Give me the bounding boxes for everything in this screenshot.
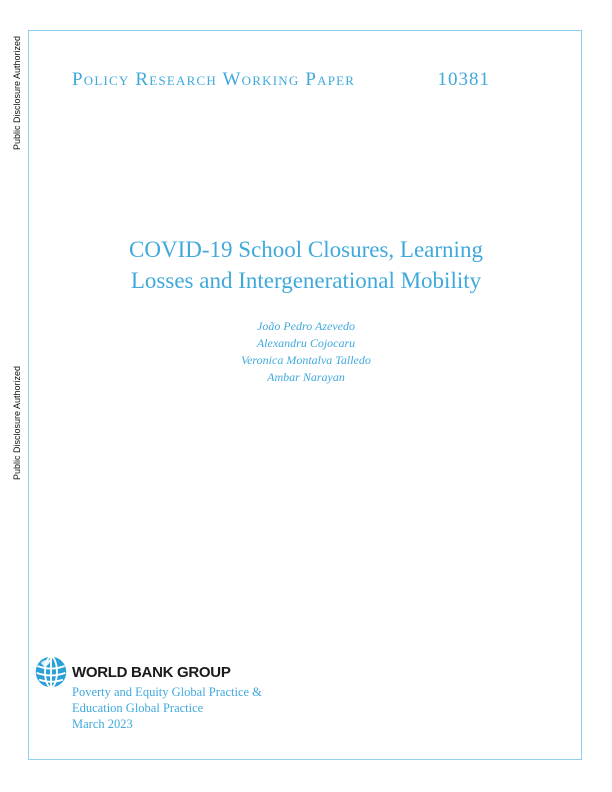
practice-line-2: Education Global Practice [72,701,204,715]
paper-number: 10381 [437,69,490,90]
paper-title [60,234,552,296]
author-list [60,318,552,386]
paper-title-line-1: COVID-19 School Closures, Learning [129,237,483,262]
series-title: Policy Research Working Paper [72,69,356,90]
disclosure-label-text: Public Disclosure Authorized [12,365,22,480]
cover-frame [28,30,582,760]
practice-line-1: Poverty and Equity Global Practice & [72,685,262,699]
practice-info [72,684,262,732]
author-name: Ambar Narayan [267,370,345,384]
globe-icon [34,655,68,689]
paper-title-line-2: Losses and Intergenerational Mobility [130,268,482,293]
series-header [72,69,490,91]
publication-date: March 2023 [72,717,133,731]
author-name: Alexandru Cojocaru [256,336,356,350]
author-name: Veronica Montalva Talledo [241,353,371,367]
world-bank-group-wordmark: WORLD BANK GROUP [72,663,231,681]
author-name: João Pedro Azevedo [257,319,355,333]
disclosure-label-text: Public Disclosure Authorized [12,35,22,150]
